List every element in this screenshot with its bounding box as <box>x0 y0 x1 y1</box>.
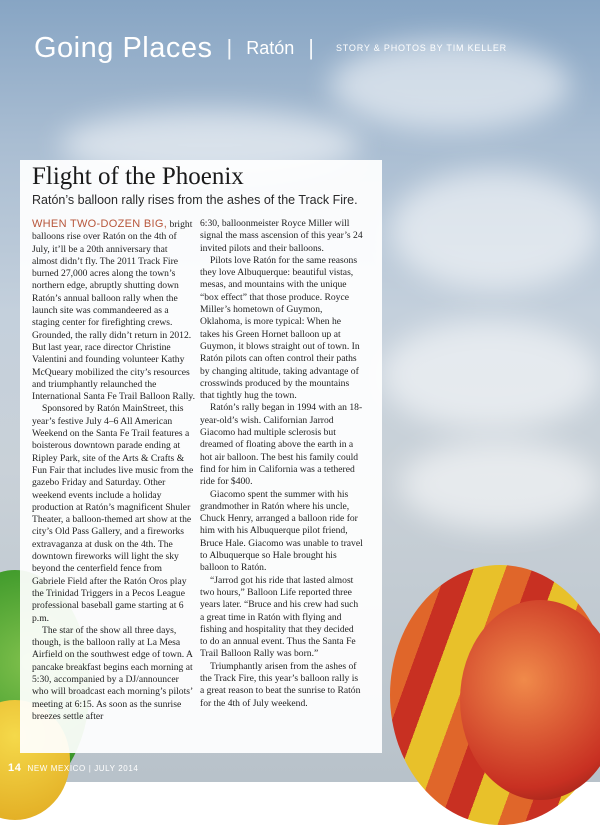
section-name: Going Places <box>34 31 213 64</box>
paragraph-text: bright balloons rise over Ratón on the 4th of July, it’ll be a 20th anniversary that almost didn’t fly. The 2011 Track Fire burned 27,000 acres along the town’s northern edge, abruptly shutting down Ratón’s annual balloon rally when the launch site was commandeered as a staging center for firefighting crews. Grounded, the rally didn’t return in 2012. But last year, race director Christine Valentini and founding volunteer Kathy McQueary mobilized the city’s resources and triumphantly relaunched the International Santa Fe Trail Balloon Rally. <box>32 219 195 403</box>
section-header <box>34 28 507 68</box>
paragraph: Giacomo spent the summer with his grandmother in Ratón where his uncle, Chuck Henry, arranged a balloon ride for him with his Albuquerque pilot friend, Bruce Hale. Giacomo was unable to travel to Albuquerque so Hale brought his balloon to Ratón. <box>200 488 363 574</box>
paragraph: Pilots love Ratón for the same reasons they love Albuquerque: beautiful vistas, mesas, and mountains with the unique “box effect” that those produce. Royce Miller’s hometown of Guymon, Oklahoma, is more typical: When he takes his Green Hornet balloon up at Guymon, it blows straight out of town. In Ratón pilots can often control their paths by changing altitude, taking advantage of crosswinds produced by the mountains that tightly hug the town. <box>200 254 360 402</box>
paragraph: Triumphantly arisen from the ashes of the Track Fire, this year’s balloon rally is a great reason to beat the sunrise to Ratón for the 4th of July weekend. <box>200 660 361 709</box>
article-column-1 <box>32 218 195 723</box>
place-name: Ratón <box>246 37 295 58</box>
page-number: 14 <box>8 762 22 774</box>
article-column-2 <box>200 218 363 710</box>
paragraph: 6:30, balloonmeister Royce Miller will signal the mass ascension of this year’s 24 invited pilots and their balloons. <box>200 218 363 254</box>
article-title: Flight of the Phoenix <box>32 163 244 190</box>
article-deck: Ratón’s balloon rally rises from the ashes of the Track Fire. <box>32 193 358 207</box>
header-divider: | <box>308 35 314 60</box>
cloud <box>380 320 600 430</box>
story-credit: STORY & PHOTOS BY TIM KELLER <box>335 43 507 53</box>
cloud <box>400 440 600 530</box>
cloud <box>390 170 600 290</box>
magazine-issue: NEW MEXICO | JULY 2014 <box>27 764 139 773</box>
paragraph: Ratón’s rally began in 1994 with an 18-year-old’s wish. Californian Jarrod Giacomo had multiple sclerosis but dreamed of floating above the earth in a hot air balloon. The best his family could find for him in California was a tethered ride for $400. <box>200 402 363 488</box>
paragraph <box>32 218 195 403</box>
paragraph: “Jarrod got his ride that lasted almost two hours,” Balloon Life reported three years later. “Bruce and his crew had such a great time in Ratón with flying and fishing and hospitality that they decided to do an annual event. Thus the Santa Fe Trail Balloon Rally was born.” <box>200 574 359 660</box>
header-divider: | <box>226 35 233 60</box>
page-footer <box>8 762 138 774</box>
paragraph: The star of the show all three days, though, is the balloon rally at La Mesa Airfield on the southwest edge of town. A pancake breakfast begins each morning at 5:30, accompanied by a DJ/announcer who will broadcast each morning’s pilots’ meeting at 6:15. As soon as the sunrise breezes settle after <box>32 624 193 722</box>
lead-in: WHEN TWO-DOZEN BIG, <box>32 218 168 230</box>
paragraph: Sponsored by Ratón MainStreet, this year’s festive July 4–6 All American Weekend on the Santa Fe Trail features a boisterous downtown parade ending at Ripley Park, site of the Arts & Crafts & Fun Fair that includes live music from the gazebo Friday and Saturday. Other weekend events include a holiday production at Ratón’s magnificent Shuler Theater, a balloon-themed art show at the city’s Old Pass Gallery, and a fireworks extravaganza at dusk on the 4th. The downtown fireworks will light the sky beyond the centerfield fence from Gabriele Field after the Ratón Oros play the Trinidad Triggers in a Pecos League professional baseball game starting at 6 p.m. <box>32 403 194 624</box>
